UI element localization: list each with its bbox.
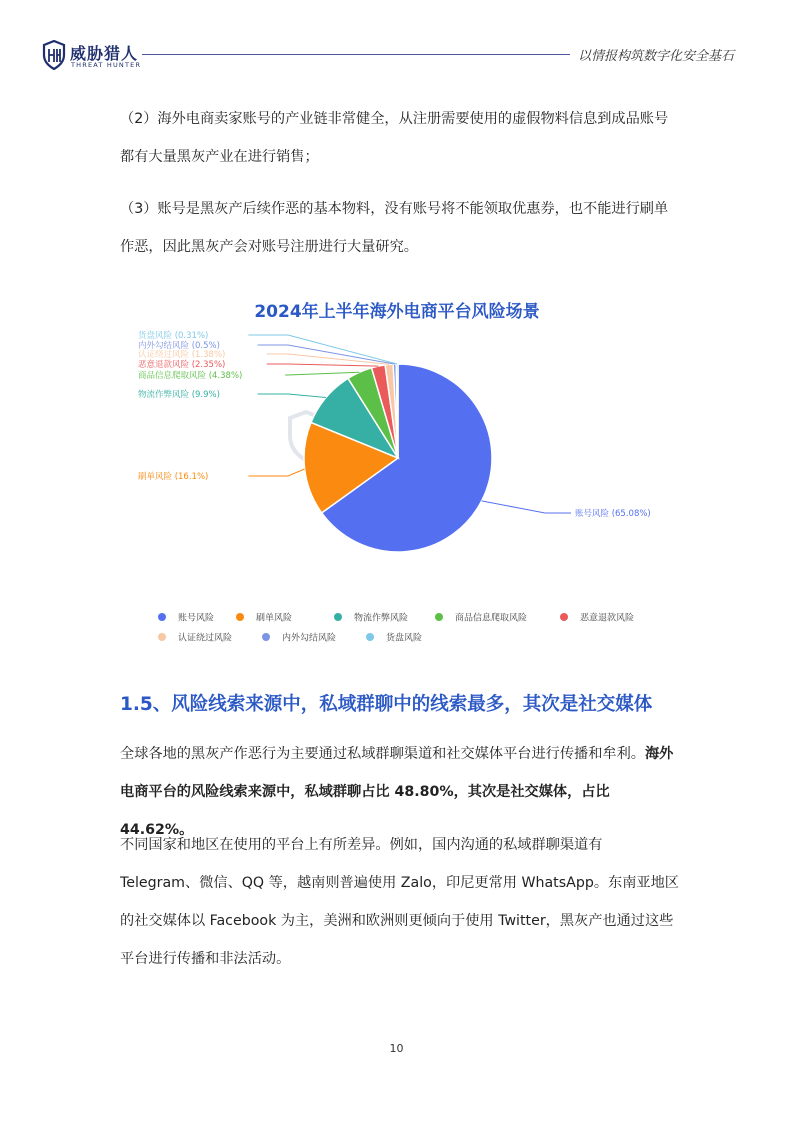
page-number: 10 bbox=[389, 1042, 404, 1055]
pie-slice-label: 商品信息爬取风险 (4.38%) bbox=[138, 371, 243, 381]
pie-slice-label: 恶意退款风险 (2.35%) bbox=[138, 360, 226, 370]
pie-slices bbox=[304, 364, 492, 552]
legend-label: 刷单风险 bbox=[256, 613, 293, 624]
legend-label: 认证绕过风险 bbox=[178, 633, 233, 644]
legend-marker bbox=[236, 613, 244, 621]
legend-marker bbox=[560, 613, 568, 621]
pie-leader-line bbox=[248, 335, 397, 364]
logo-text: 威胁猎人 bbox=[70, 44, 139, 63]
legend-label: 商品信息爬取风险 bbox=[455, 613, 528, 624]
paragraph-sources-highlight: 海外电商平台的风险线索来源中，私域群聊占比 48.80%，其次是社交媒体，占比 44.62%。 bbox=[120, 746, 674, 838]
legend-marker bbox=[158, 633, 166, 641]
pie-leader-line bbox=[258, 394, 327, 398]
legend-label: 账号风险 bbox=[178, 613, 215, 624]
legend-marker bbox=[334, 613, 342, 621]
pie-chart-svg bbox=[120, 290, 658, 656]
company-logo bbox=[42, 40, 162, 72]
pie-slice-label: 账号风险 (65.08%) bbox=[575, 509, 651, 519]
legend-label: 物流作弊风险 bbox=[354, 613, 409, 624]
pie-leader-line bbox=[482, 501, 571, 513]
pie-leader-line bbox=[248, 469, 304, 476]
paragraph-platforms: 不同国家和地区在使用的平台上有所差异。例如，国内沟通的私域群聊渠道有 Telegram、微信、QQ 等，越南则普遍使用 Zalo，印尼更常用 WhatsApp。东南亚地区的社交媒体以 Facebook 为主，美洲和欧洲则更倾向于使用 Twitter，黑灰产也通过这些平台进行传播和非法活动。 bbox=[120, 837, 679, 967]
legend-marker bbox=[435, 613, 443, 621]
pie-leader-line bbox=[258, 345, 395, 364]
pie-slice-label: 认证绕过风险 (1.38%) bbox=[138, 350, 226, 360]
shield-logo-icon bbox=[42, 40, 66, 70]
pie-slice-label: 物流作弊风险 (9.9%) bbox=[138, 390, 220, 400]
pie-slice-label: 内外勾结风险 (0.5%) bbox=[138, 341, 220, 351]
page-header bbox=[0, 0, 793, 80]
pie-leader-line bbox=[267, 364, 379, 366]
legend-label: 恶意退款风险 bbox=[580, 613, 635, 624]
header-tagline: 以情报构筑数字化安全基石 bbox=[578, 49, 735, 64]
legend-label: 内外勾结风险 bbox=[282, 633, 337, 644]
pie-chart bbox=[120, 290, 658, 656]
legend-label: 货盘风险 bbox=[386, 633, 423, 644]
legend-marker bbox=[158, 613, 166, 621]
chart-legend bbox=[158, 612, 634, 644]
legend-marker bbox=[366, 633, 374, 641]
legend-marker bbox=[262, 633, 270, 641]
pie-leader-line bbox=[285, 372, 359, 375]
header-divider bbox=[142, 54, 570, 55]
pie-leader-line bbox=[267, 354, 389, 364]
chart-title: 2024年上半年海外电商平台风险场景 bbox=[254, 302, 540, 322]
pie-slice-label: 货盘风险 (0.31%) bbox=[138, 331, 209, 341]
logo-subtext: THREAT HUNTER bbox=[71, 61, 142, 69]
paragraph-3: （3）账号是黑灰产后续作恶的基本物料，没有账号将不能领取优惠券，也不能进行刷单作恶，因此黑灰产会对账号注册进行大量研究。 bbox=[120, 201, 669, 255]
paragraph-sources-text: 全球各地的黑灰产作恶行为主要通过私域群聊渠道和社交媒体平台进行传播和牟利。 bbox=[120, 746, 645, 762]
section-heading: 1.5、风险线索来源中，私域群聊中的线索最多，其次是社交媒体 bbox=[120, 694, 653, 715]
pie-slice-label: 刷单风险 (16.1%) bbox=[138, 472, 209, 482]
paragraph-2: （2）海外电商卖家账号的产业链非常健全，从注册需要使用的虚假物料信息到成品账号都有大量黑灰产业在进行销售； bbox=[120, 111, 669, 165]
